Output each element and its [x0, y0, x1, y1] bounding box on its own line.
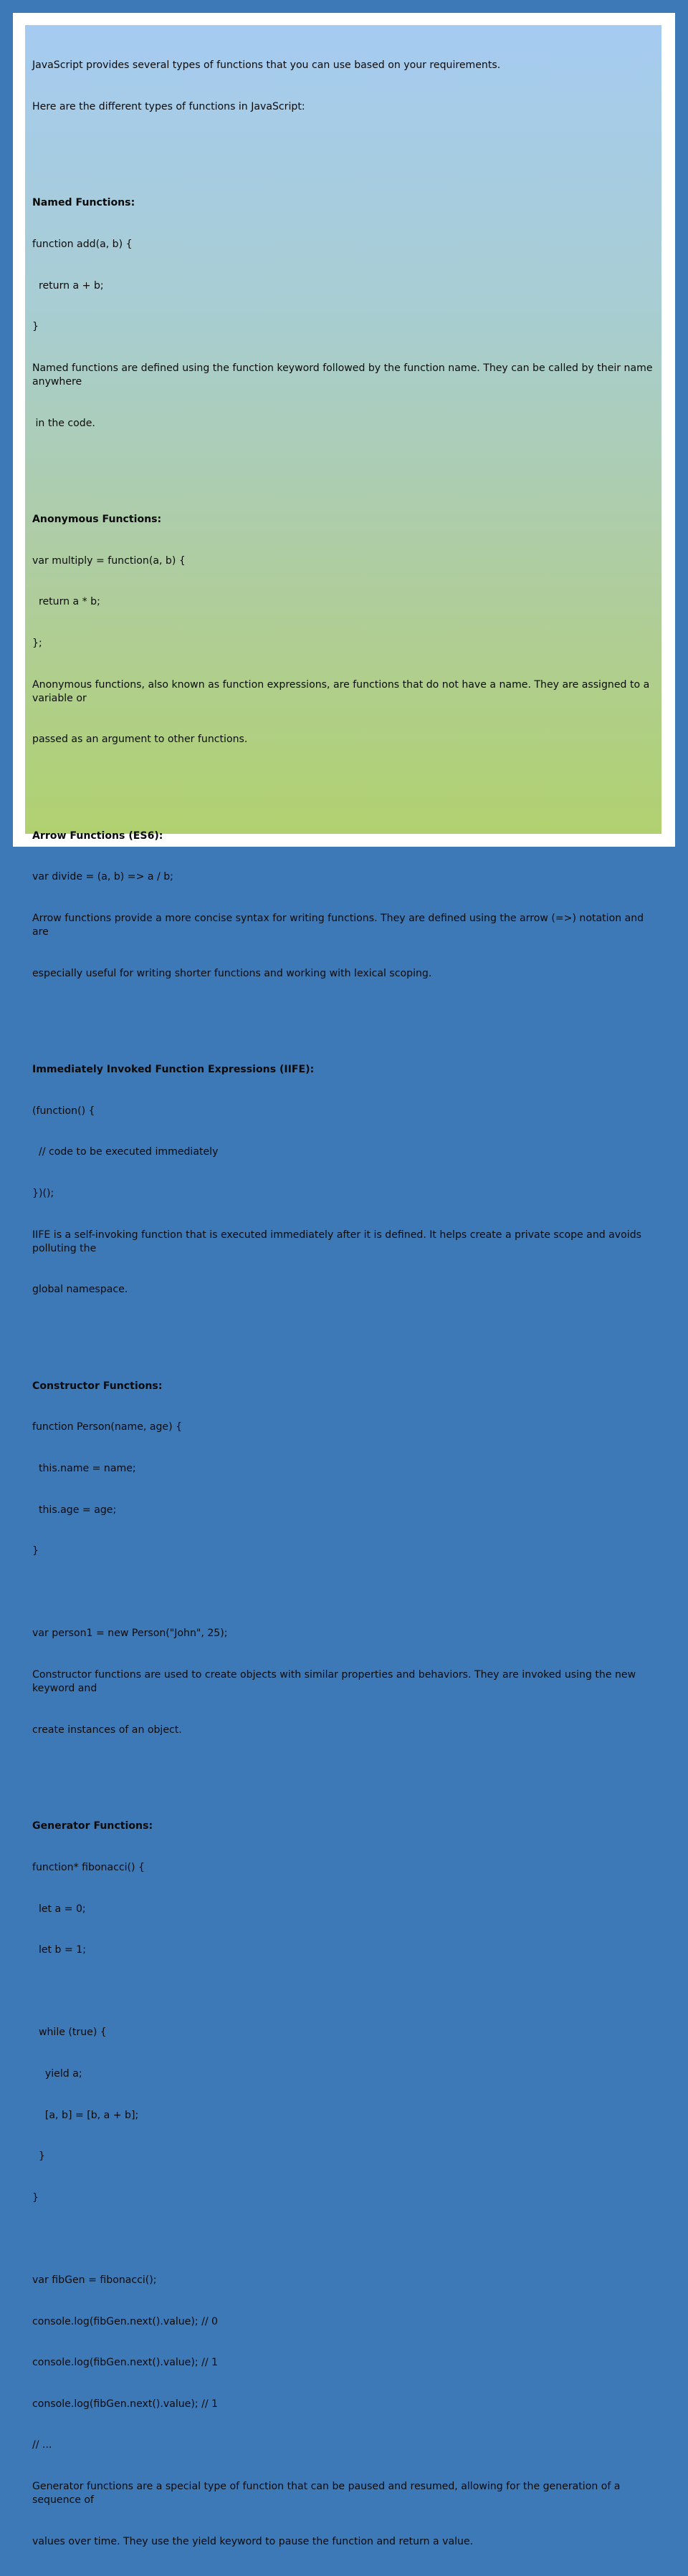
- code-line: let a = 0;: [32, 1903, 86, 1915]
- code-line: }: [32, 2191, 39, 2203]
- code-line: var person1 = new Person("John", 25);: [32, 1628, 228, 1640]
- code-line: [a, b] = [b, a + b];: [32, 2109, 139, 2121]
- code-line: console.log(fibGen.next().value); // 1: [32, 2357, 219, 2369]
- description-line: Arrow functions provide a more concise syntax for writing functions. They are defined using the arrow (=>) notation and are: [32, 912, 647, 938]
- code-line: yield a;: [32, 2067, 82, 2080]
- spacer: [32, 142, 656, 155]
- section-heading-constructor: Constructor Functions:: [32, 1380, 163, 1392]
- code-line: while (true) {: [32, 2027, 107, 2039]
- code-line: var fibGen = fibonacci();: [32, 2274, 157, 2286]
- code-line: [32, 1985, 656, 1999]
- spacer: [32, 774, 656, 788]
- description-line: especially useful for writing shorter functions and working with lexical scoping.: [32, 967, 432, 979]
- code-line: var divide = (a, b) => a / b;: [32, 871, 173, 883]
- description-line: in the code.: [32, 417, 95, 429]
- code-line: return a * b;: [32, 596, 100, 608]
- code-line: console.log(fibGen.next().value); // 1: [32, 2398, 219, 2410]
- content-panel: [25, 25, 661, 2547]
- code-line: }: [32, 2150, 45, 2163]
- section-heading-iife: Immediately Invoked Function Expressions (IIFE):: [32, 1064, 315, 1076]
- code-line: this.name = name;: [32, 1463, 136, 1475]
- description-line: Constructor functions are used to create objects with similar properties and behaviors. They are invoked using the new keyword and: [32, 1669, 639, 1695]
- code-line: let b = 1;: [32, 1944, 86, 1956]
- intro-line-2: Here are the different types of functions in JavaScript:: [32, 101, 305, 113]
- code-line: return a + b;: [32, 279, 104, 292]
- code-line: // code to be executed immediately: [32, 1146, 219, 1158]
- outer-frame: [13, 13, 675, 2547]
- code-line: console.log(fibGen.next().value); // 0: [32, 2315, 219, 2327]
- description-line: values over time. They use the yield keyword to pause the function and return a value.: [32, 2535, 474, 2547]
- intro-line-1: JavaScript provides several types of functions that you can use based on your requirements.: [32, 59, 501, 72]
- code-line: (function() {: [32, 1105, 95, 1117]
- description-line: Anonymous functions, also known as function expressions, are functions that do not have a name. They are assigned to a variable or: [32, 678, 653, 704]
- description-line: global namespace.: [32, 1284, 128, 1296]
- spacer: [32, 1325, 656, 1338]
- code-line: [32, 1586, 656, 1600]
- section-heading-anonymous: Anonymous Functions:: [32, 514, 162, 526]
- description-line: create instances of an object.: [32, 1724, 182, 1736]
- description-line: Generator functions are a special type of function that can be paused and resumed, allowing for the generation of a sequence of: [32, 2481, 624, 2507]
- section-heading-named: Named Functions:: [32, 197, 135, 209]
- code-line: function* fibonacci() {: [32, 1861, 145, 1873]
- code-line: // ...: [32, 2439, 52, 2451]
- code-line: [32, 2232, 656, 2246]
- spacer: [32, 458, 656, 471]
- code-line: }: [32, 1545, 39, 1557]
- code-line: this.age = age;: [32, 1504, 117, 1516]
- description-line: Named functions are defined using the function keyword followed by the function name. They can be called by their name anywhere: [32, 362, 656, 388]
- spacer: [32, 1008, 656, 1022]
- code-line: function add(a, b) {: [32, 239, 133, 251]
- section-heading-generator: Generator Functions:: [32, 1820, 153, 1832]
- section-heading-arrow: Arrow Functions (ES6):: [32, 830, 163, 842]
- code-line: function Person(name, age) {: [32, 1421, 183, 1433]
- code-line: var multiply = function(a, b) {: [32, 554, 186, 567]
- description-line: passed as an argument to other functions.: [32, 734, 248, 746]
- description-line: IIFE is a self-invoking function that is executed immediately after it is defined. It helps create a private scope and avoids polluting the: [32, 1229, 645, 1254]
- spacer: [32, 1765, 656, 1779]
- code-line: };: [32, 637, 42, 649]
- code-line: })();: [32, 1188, 54, 1199]
- code-line: }: [32, 321, 39, 333]
